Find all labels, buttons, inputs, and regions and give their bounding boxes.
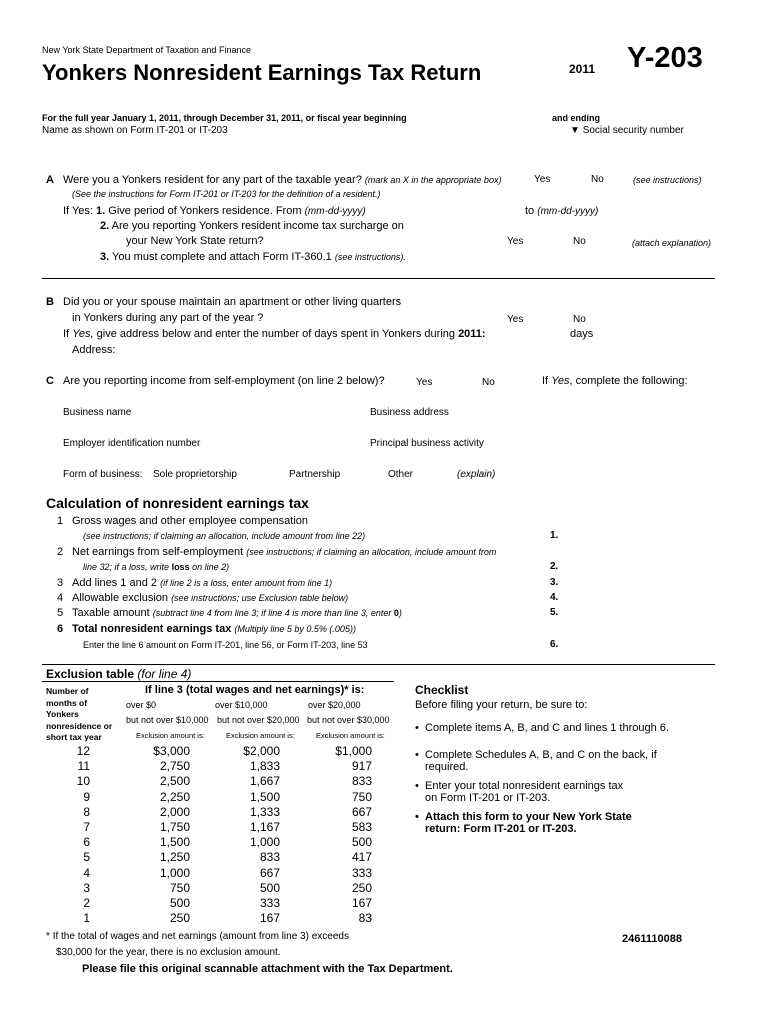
section-a-item2-b: your New York State return? xyxy=(126,235,264,247)
section-a-see-instructions: (see instructions) xyxy=(633,175,702,185)
line6-box[interactable]: 6. xyxy=(550,639,559,650)
col2-over: over $10,000 xyxy=(215,700,268,710)
exclusion-col3-cell: 250 xyxy=(351,881,372,895)
business-address-label: Business address xyxy=(370,407,449,418)
line1-note: (see instructions; if claiming an allocation, include amount from line 22) xyxy=(83,531,366,541)
exclusion-col1-cell: 2,000 xyxy=(159,805,190,819)
section-b-yes[interactable]: Yes xyxy=(507,314,524,325)
exclusion-months-cell: 8 xyxy=(83,805,90,819)
line2-box[interactable]: 2. xyxy=(550,561,559,572)
section-b-line3: If Yes, give address below and enter the number of days spent in Yonkers during 2011: xyxy=(63,328,486,340)
exclusion-col2-cell: 500 xyxy=(259,881,280,895)
exclusion-col1-cell: $3,000 xyxy=(153,744,190,758)
days-label: days xyxy=(570,328,594,340)
form-title: Yonkers Nonresident Earnings Tax Return xyxy=(42,60,482,85)
address-label: Address: xyxy=(72,344,116,356)
line5-box[interactable]: 5. xyxy=(550,607,559,618)
line2-note: line 32; if a loss, write loss on line 2) xyxy=(83,562,230,572)
checklist-item-4b: return: Form IT-201 or IT-203. xyxy=(425,823,577,835)
exclusion-heading: Exclusion table (for line 4) xyxy=(46,667,192,681)
exclusion-months-cell: 10 xyxy=(76,774,90,788)
ssn-label: ▼ Social security number xyxy=(570,125,684,136)
tax-year: 2011 xyxy=(569,62,596,76)
footnote-line2: $30,000 for the year, there is no exclusion amount. xyxy=(56,947,281,958)
checklist-item-2b: required. xyxy=(425,761,469,773)
exclusion-col1-cell: 1,500 xyxy=(159,835,190,849)
col1-over: over $0 xyxy=(126,700,157,710)
exclusion-months-cell: 9 xyxy=(83,790,90,804)
section-a-item2: 2. Are you reporting Yonkers resident income tax surcharge on xyxy=(100,220,404,232)
exclusion-col1-cell: 750 xyxy=(169,881,190,895)
divider xyxy=(42,278,715,279)
line6-sub: Enter the line 6 amount on Form IT-201, line 56, or Form IT-203, line 53 xyxy=(83,640,368,650)
exclusion-months-cell: 2 xyxy=(83,896,90,910)
barcode-number: 2461110088 xyxy=(622,933,682,945)
sole-proprietorship-option[interactable]: Sole proprietorship xyxy=(153,469,237,480)
line6-label: Total nonresident earnings tax (Multiply line 5 by 0.5% (.005)) xyxy=(72,623,356,635)
col3-excl-label: Exclusion amount is: xyxy=(316,731,385,740)
line1-num: 1 xyxy=(57,515,64,527)
and-ending: and ending xyxy=(552,113,600,123)
exclusion-col3-cell: 667 xyxy=(351,805,372,819)
section-a-item1: If Yes: 1. Give period of Yonkers residence. From (mm-dd-yyyy) xyxy=(63,205,366,217)
exclusion-months-cell: 11 xyxy=(77,759,90,773)
section-c-yes[interactable]: Yes xyxy=(416,377,433,388)
section-a-definition-note: (See the instructions for Form IT-201 or IT-203 for the definition of a resident.) xyxy=(72,189,381,199)
col1-excl-label: Exclusion amount is: xyxy=(136,731,205,740)
exclusion-col1-cell: 250 xyxy=(169,911,190,925)
col3-not-over: but not over $30,000 xyxy=(307,715,390,725)
exclusion-col3-cell: 583 xyxy=(351,820,372,834)
section-a-item2-yes[interactable]: Yes xyxy=(507,236,524,247)
line1-label: Gross wages and other employee compensation xyxy=(72,515,309,527)
checklist-item-3: • Enter your total nonresident earnings tax xyxy=(415,780,623,792)
line5-num: 5 xyxy=(57,607,64,619)
other-option[interactable]: Other xyxy=(388,469,414,480)
exclusion-col1-cell: 1,000 xyxy=(159,866,190,880)
section-b-no[interactable]: No xyxy=(573,314,586,325)
line5-label: Taxable amount (subtract line 4 from line 3; if line 4 is more than line 3, enter 0) xyxy=(72,607,402,619)
checklist-heading: Checklist xyxy=(415,683,469,697)
exclusion-col3-cell: 417 xyxy=(351,850,372,864)
exclusion-col2-cell: 1,167 xyxy=(249,820,280,834)
section-c-if-yes: If Yes, complete the following: xyxy=(542,375,688,387)
col3-over: over $20,000 xyxy=(308,700,361,710)
col2-excl-label: Exclusion amount is: xyxy=(226,731,295,740)
section-b-letter: B xyxy=(46,296,54,308)
col2-not-over: but not over $20,000 xyxy=(217,715,300,725)
attach-explanation: (attach explanation) xyxy=(632,238,712,248)
exclusion-col3-cell: 500 xyxy=(351,835,372,849)
section-a-item2-no[interactable]: No xyxy=(573,236,586,247)
line2-num: 2 xyxy=(57,546,64,558)
calc-heading: Calculation of nonresident earnings tax xyxy=(46,495,309,511)
line3-label: Add lines 1 and 2 (if line 2 is a loss, enter amount from line 1) xyxy=(72,577,333,589)
line3-num: 3 xyxy=(57,577,64,589)
triangle-down-icon: ▼ xyxy=(570,125,583,136)
exclusion-months-cell: 7 xyxy=(83,820,90,834)
footnote-line1: * If the total of wages and net earnings (amount from line 3) exceeds xyxy=(46,931,349,942)
exclusion-col2-cell: 833 xyxy=(259,850,280,864)
exclusion-col2-cell: 1,333 xyxy=(249,805,280,819)
exclusion-col1-cell: 1,750 xyxy=(159,820,190,834)
section-a-question: Were you a Yonkers resident for any part of the taxable year? (mark an X in the appropriate box) xyxy=(63,174,502,186)
exclusion-col3-cell: 83 xyxy=(358,911,372,925)
section-b-line2: in Yonkers during any part of the year ? xyxy=(72,312,264,324)
exclusion-col2-cell: 1,833 xyxy=(249,759,280,773)
exclusion-col2-cell: 167 xyxy=(259,911,280,925)
agency-name: New York State Department of Taxation and Finance xyxy=(42,45,251,55)
section-a-no[interactable]: No xyxy=(591,174,604,185)
line4-box[interactable]: 4. xyxy=(550,592,559,603)
section-a-item3: 3. You must complete and attach Form IT-360.1 (see instructions). xyxy=(100,251,406,263)
section-a-letter: A xyxy=(46,174,54,186)
exclusion-col1-cell: 500 xyxy=(169,896,190,910)
exclusion-row-header: Number of months of Yonkers nonresidence or short tax year xyxy=(46,686,113,742)
checklist-item-3b: on Form IT-201 or IT-203. xyxy=(425,792,551,804)
checklist-intro: Before filing your return, be sure to: xyxy=(415,699,588,711)
exclusion-col3-cell: 750 xyxy=(351,790,372,804)
line4-label: Allowable exclusion (see instructions; use Exclusion table below) xyxy=(72,592,349,604)
exclusion-col3-cell: $1,000 xyxy=(335,744,372,758)
exclusion-months-cell: 12 xyxy=(76,744,90,758)
line1-box[interactable]: 1. xyxy=(550,530,559,541)
principal-activity-label: Principal business activity xyxy=(370,438,484,449)
section-a-yes[interactable]: Yes xyxy=(534,174,551,185)
divider xyxy=(42,681,394,682)
section-c-no[interactable]: No xyxy=(482,377,495,388)
exclusion-col2-cell: 667 xyxy=(259,866,280,880)
exclusion-col1-cell: 2,250 xyxy=(159,790,190,804)
exclusion-col3-cell: 333 xyxy=(351,866,372,880)
exclusion-col2-cell: 333 xyxy=(259,896,280,910)
section-c-question: Are you reporting income from self-employment (on line 2 below)? xyxy=(63,375,385,387)
ein-label: Employer identification number xyxy=(63,438,201,449)
exclusion-months-cell: 4 xyxy=(83,866,90,880)
exclusion-col1-cell: 1,250 xyxy=(159,850,190,864)
period-line: For the full year January 1, 2011, through December 31, 2011, or fiscal year beginning xyxy=(42,113,407,123)
please-file-note: Please file this original scannable attachment with the Tax Department. xyxy=(82,963,453,975)
exclusion-months-cell: 1 xyxy=(83,911,90,925)
exclusion-col3-cell: 917 xyxy=(351,759,372,773)
exclusion-col1-cell: 2,500 xyxy=(159,774,190,788)
line2-label: Net earnings from self-employment (see instructions; if claiming an allocation, include amount from xyxy=(72,546,497,558)
exclusion-col1-cell: 2,750 xyxy=(159,759,190,773)
exclusion-col3-cell: 167 xyxy=(351,896,372,910)
section-a-item1-to[interactable]: to (mm-dd-yyyy) xyxy=(525,205,599,217)
form-of-business-label: Form of business: xyxy=(63,469,143,480)
line3-box[interactable]: 3. xyxy=(550,577,559,588)
divider xyxy=(42,664,715,665)
line6-num: 6 xyxy=(57,623,64,635)
section-b-line1: Did you or your spouse maintain an apartment or other living quarters xyxy=(63,296,402,308)
form-id: Y-203 xyxy=(627,42,703,74)
exclusion-col2-cell: 1,500 xyxy=(249,790,280,804)
exclusion-col2-cell: 1,000 xyxy=(249,835,280,849)
exclusion-if-line3: If line 3 (total wages and net earnings)* is: xyxy=(145,684,365,696)
exclusion-col2-cell: 1,667 xyxy=(249,774,280,788)
checklist-item-4: • Attach this form to your New York State xyxy=(415,811,632,823)
business-name-label: Business name xyxy=(63,407,132,418)
explain-note: (explain) xyxy=(457,469,496,480)
line4-num: 4 xyxy=(57,592,64,604)
exclusion-months-cell: 5 xyxy=(83,850,90,864)
col1-not-over: but not over $10,000 xyxy=(126,715,209,725)
checklist-item-1: • Complete items A, B, and C and lines 1 through 6. xyxy=(415,722,669,734)
name-line: Name as shown on Form IT-201 or IT-203 xyxy=(42,125,228,136)
exclusion-col2-cell: $2,000 xyxy=(243,744,280,758)
section-c-letter: C xyxy=(46,375,54,387)
partnership-option[interactable]: Partnership xyxy=(289,469,341,480)
exclusion-months-cell: 3 xyxy=(83,881,90,895)
checklist-item-2: • Complete Schedules A, B, and C on the back, if xyxy=(415,749,657,761)
exclusion-months-cell: 6 xyxy=(83,835,90,849)
exclusion-col3-cell: 833 xyxy=(351,774,372,788)
